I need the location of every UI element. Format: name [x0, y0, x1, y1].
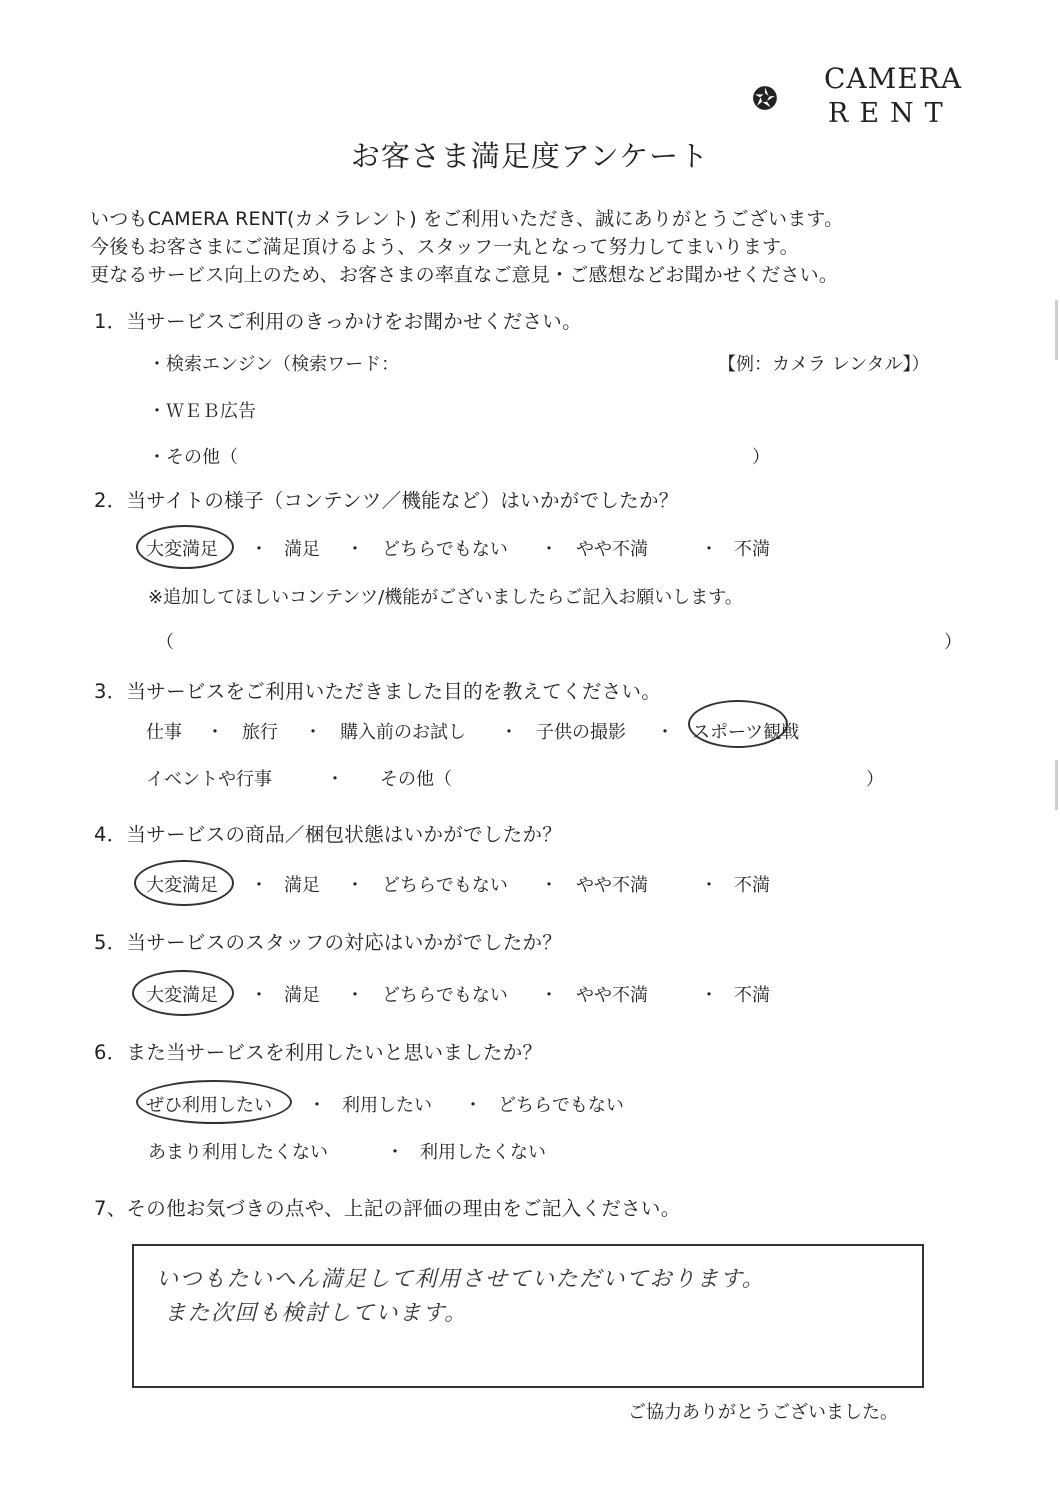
- q6-option-yes[interactable]: 利用したい: [342, 1095, 432, 1116]
- separator-dot: ・: [656, 722, 674, 743]
- question-5-label: 5．当サービスのスタッフの対応はいかがでしたか？: [94, 931, 563, 954]
- q2-option-satisfied[interactable]: 満足: [284, 539, 320, 560]
- q3-option-sports[interactable]: スポーツ観戦: [692, 722, 800, 743]
- q4-option-very-satisfied[interactable]: 大変満足: [146, 875, 218, 896]
- intro-line-1: いつもCAMERA RENT(カメラレント) をご利用いただき、誠にありがとうございます。: [90, 208, 844, 230]
- q2-close-paren: ）: [944, 632, 962, 653]
- question-2-label: 2．当サイトの様子（コンテンツ／機能など）はいかがでしたか？: [94, 489, 679, 512]
- separator-dot: ・: [304, 722, 322, 743]
- question-7-label: 7、その他お気づきの点や、上記の評価の理由をご記入ください。: [94, 1197, 681, 1220]
- q2-open-paren: （: [156, 632, 174, 653]
- intro-line-3: 更なるサービス向上のため、お客さまの率直なご意見・ご感想などお聞かせください。: [90, 264, 839, 286]
- separator-dot: ・: [346, 985, 364, 1006]
- scan-edge-mark: [1055, 300, 1058, 360]
- q3-option-travel[interactable]: 旅行: [242, 722, 278, 743]
- q1-option-web-ad[interactable]: ・ＷＥＢ広告: [148, 401, 256, 422]
- q3-option-trial[interactable]: 購入前のお試し: [340, 722, 466, 743]
- separator-dot: ・: [700, 985, 718, 1006]
- page-title: お客さま満足度アンケート: [350, 139, 710, 173]
- q5-option-satisfied[interactable]: 満足: [284, 985, 320, 1006]
- q1-search-example: 【例：カメラ レンタル】）: [718, 354, 930, 375]
- separator-dot: ・: [500, 722, 518, 743]
- q2-option-dissatisfied[interactable]: 不満: [734, 539, 770, 560]
- question-6-label: 6．また当サービスを利用したいと思いましたか？: [94, 1041, 543, 1064]
- q6-option-not-really[interactable]: あまり利用したくない: [148, 1142, 328, 1163]
- q2-additional-note: ※追加してほしいコンテンツ/機能がございましたらご記入お願いします。: [148, 587, 743, 608]
- logo-text-rent: RENT: [828, 98, 954, 129]
- separator-dot: ・: [250, 875, 268, 896]
- separator-dot: ・: [700, 875, 718, 896]
- q4-option-dissatisfied[interactable]: 不満: [734, 875, 770, 896]
- separator-dot: ・: [386, 1142, 404, 1163]
- separator-dot: ・: [250, 539, 268, 560]
- separator-dot: ・: [464, 1095, 482, 1116]
- thanks-message: ご協力ありがとうございました。: [628, 1402, 898, 1423]
- q5-option-dissatisfied[interactable]: 不満: [734, 985, 770, 1006]
- separator-dot: ・: [540, 875, 558, 896]
- q4-option-somewhat-dissatisfied[interactable]: やや不満: [576, 875, 648, 896]
- q5-option-somewhat-dissatisfied[interactable]: やや不満: [576, 985, 648, 1006]
- q1-option-search-engine[interactable]: ・検索エンジン（検索ワード：: [148, 354, 400, 375]
- q3-option-children[interactable]: 子供の撮影: [536, 722, 626, 743]
- camera-shutter-logo-icon: [752, 62, 824, 134]
- question-3-label: 3．当サービスをご利用いただきました目的を教えてください。: [94, 680, 662, 703]
- separator-dot: ・: [206, 722, 224, 743]
- q3-option-other[interactable]: その他（: [380, 769, 452, 790]
- q6-option-no[interactable]: 利用したくない: [420, 1142, 546, 1163]
- separator-dot: ・: [346, 539, 364, 560]
- q4-option-neutral[interactable]: どちらでもない: [382, 875, 508, 896]
- separator-dot: ・: [250, 985, 268, 1006]
- q6-option-neutral[interactable]: どちらでもない: [498, 1095, 624, 1116]
- q3-option-work[interactable]: 仕事: [146, 722, 182, 743]
- q2-option-somewhat-dissatisfied[interactable]: やや不満: [576, 539, 648, 560]
- separator-dot: ・: [346, 875, 364, 896]
- logo-text-camera: CAMERA: [824, 62, 963, 95]
- question-1-label: 1．当サービスご利用のきっかけをお聞かせください。: [94, 310, 582, 333]
- separator-dot: ・: [326, 769, 344, 790]
- question-4-label: 4．当サービスの商品／梱包状態はいかがでしたか？: [94, 823, 563, 846]
- q5-option-very-satisfied[interactable]: 大変満足: [146, 985, 218, 1006]
- q5-option-neutral[interactable]: どちらでもない: [382, 985, 508, 1006]
- separator-dot: ・: [540, 985, 558, 1006]
- q6-option-definitely[interactable]: ぜひ利用したい: [146, 1095, 272, 1116]
- q1-other-close-paren: ）: [752, 447, 770, 468]
- q4-option-satisfied[interactable]: 満足: [284, 875, 320, 896]
- q3-option-event[interactable]: イベントや行事: [146, 769, 272, 790]
- handwritten-answer-line-2: また次回も検討しています。: [164, 1301, 468, 1326]
- q2-option-neutral[interactable]: どちらでもない: [382, 539, 508, 560]
- handwritten-answer-line-1: いつもたいへん満足して利用させていただいております。: [156, 1267, 766, 1292]
- q2-option-very-satisfied[interactable]: 大変満足: [146, 539, 218, 560]
- separator-dot: ・: [700, 539, 718, 560]
- separator-dot: ・: [540, 539, 558, 560]
- q3-other-close-paren: ）: [866, 769, 884, 790]
- q1-option-other[interactable]: ・その他（: [148, 447, 238, 468]
- separator-dot: ・: [308, 1095, 326, 1116]
- intro-line-2: 今後もお客さまにご満足頂けるよう、スタッフ一丸となって努力してまいります。: [90, 236, 799, 258]
- scan-edge-mark: [1055, 760, 1058, 810]
